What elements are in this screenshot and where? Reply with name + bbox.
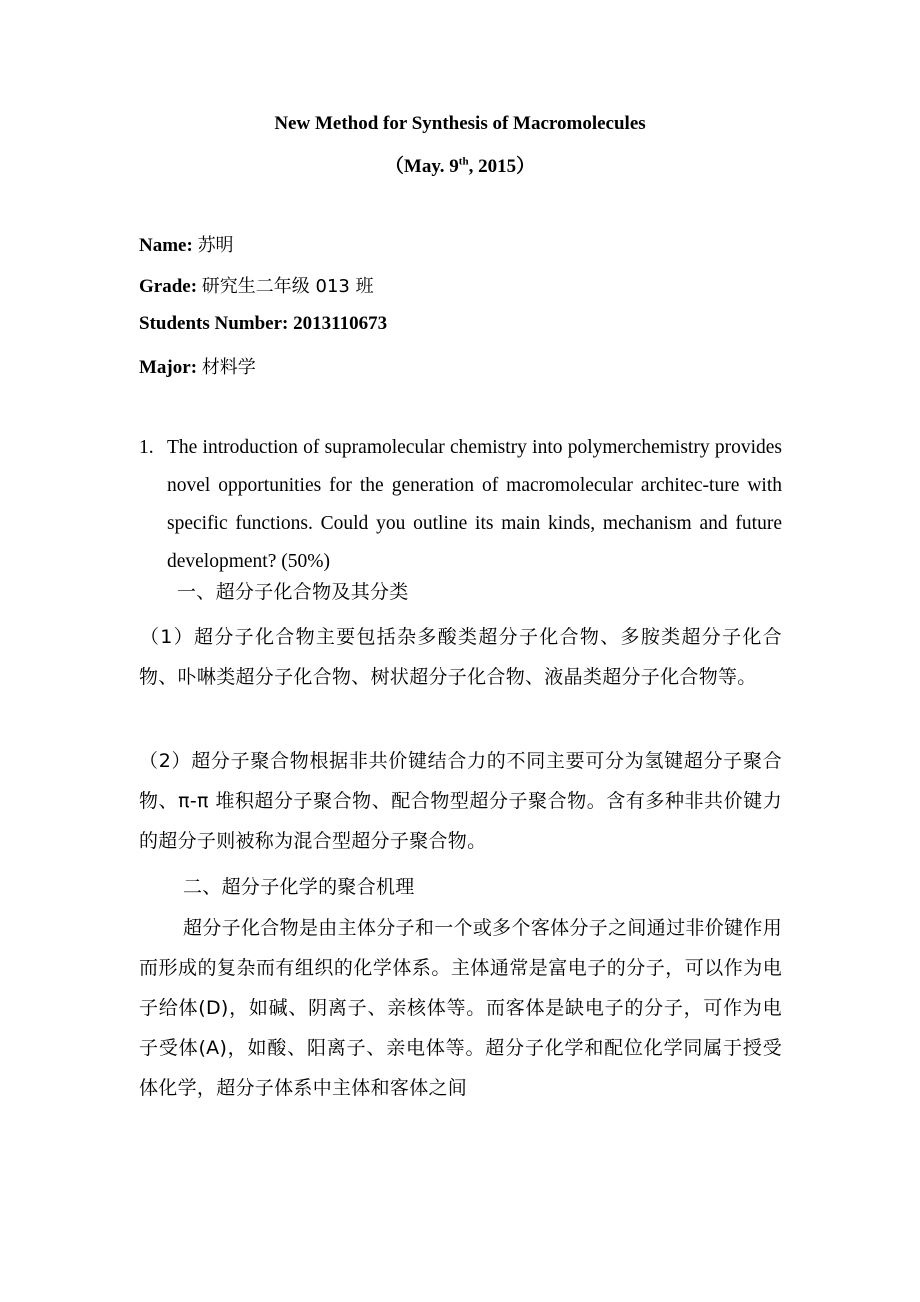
date-superscript: th <box>458 155 469 168</box>
answer-paragraph-1: （1）超分子化合物主要包括杂多酸类超分子化合物、多胺类超分子化合物、卟啉类超分子化合物、树状超分子化合物、液晶类超分子化合物等。 <box>139 626 782 688</box>
student-number-value: 2013110673 <box>293 313 388 334</box>
answer-paragraph-3: 超分子化合物是由主体分子和一个或多个客体分子之间通过非价键作用而形成的复杂而有组织的化学体系。主体通常是富电子的分子，可以作为电子给体(D)，如碱、阴离子、亲核体等。而客体是缺电子的分子，可作为电子受体(A)，如酸、阳离子、亲电体等。超分子化学和配位化学同属于授受体化学，超分子体系中主体和客体之间 <box>139 917 782 1099</box>
date-prefix: （May. 9 <box>384 156 459 177</box>
document-title: New Method for Synthesis of Macromolecules <box>274 113 646 134</box>
name-value: 苏明 <box>197 235 234 256</box>
question-number: 1. <box>139 437 154 458</box>
date-suffix: , 2015） <box>468 156 536 177</box>
grade-row <box>139 272 374 298</box>
major-value: 材料学 <box>201 357 256 378</box>
name-label: Name: <box>139 235 193 256</box>
section-heading-2: 二、超分子化学的聚合机理 <box>183 876 415 898</box>
section-heading-1: 一、超分子化合物及其分类 <box>177 581 409 603</box>
name-row <box>139 231 234 257</box>
major-label: Major: <box>139 357 198 378</box>
document-date <box>0 151 920 178</box>
grade-value: 研究生二年级 013 班 <box>201 276 374 297</box>
student-number-label: Students Number: <box>139 313 289 334</box>
major-row <box>139 353 256 379</box>
question-1 <box>139 429 782 581</box>
grade-label: Grade: <box>139 276 198 297</box>
answer-paragraph-2: （2）超分子聚合物根据非共价键结合力的不同主要可分为氢键超分子聚合物、π-π 堆积超分子聚合物、配合物型超分子聚合物。含有多种非共价键力的超分子则被称为混合型超分子聚合物。 <box>139 750 782 852</box>
question-text: The introduction of supramolecular chemistry into polymerchemistry provides novel opportunities for the generation of macromolecular architec-ture with specific functions. Could you outline its main kinds, mechanism and future development? (50%) <box>167 437 782 572</box>
student-number-row <box>139 313 387 335</box>
